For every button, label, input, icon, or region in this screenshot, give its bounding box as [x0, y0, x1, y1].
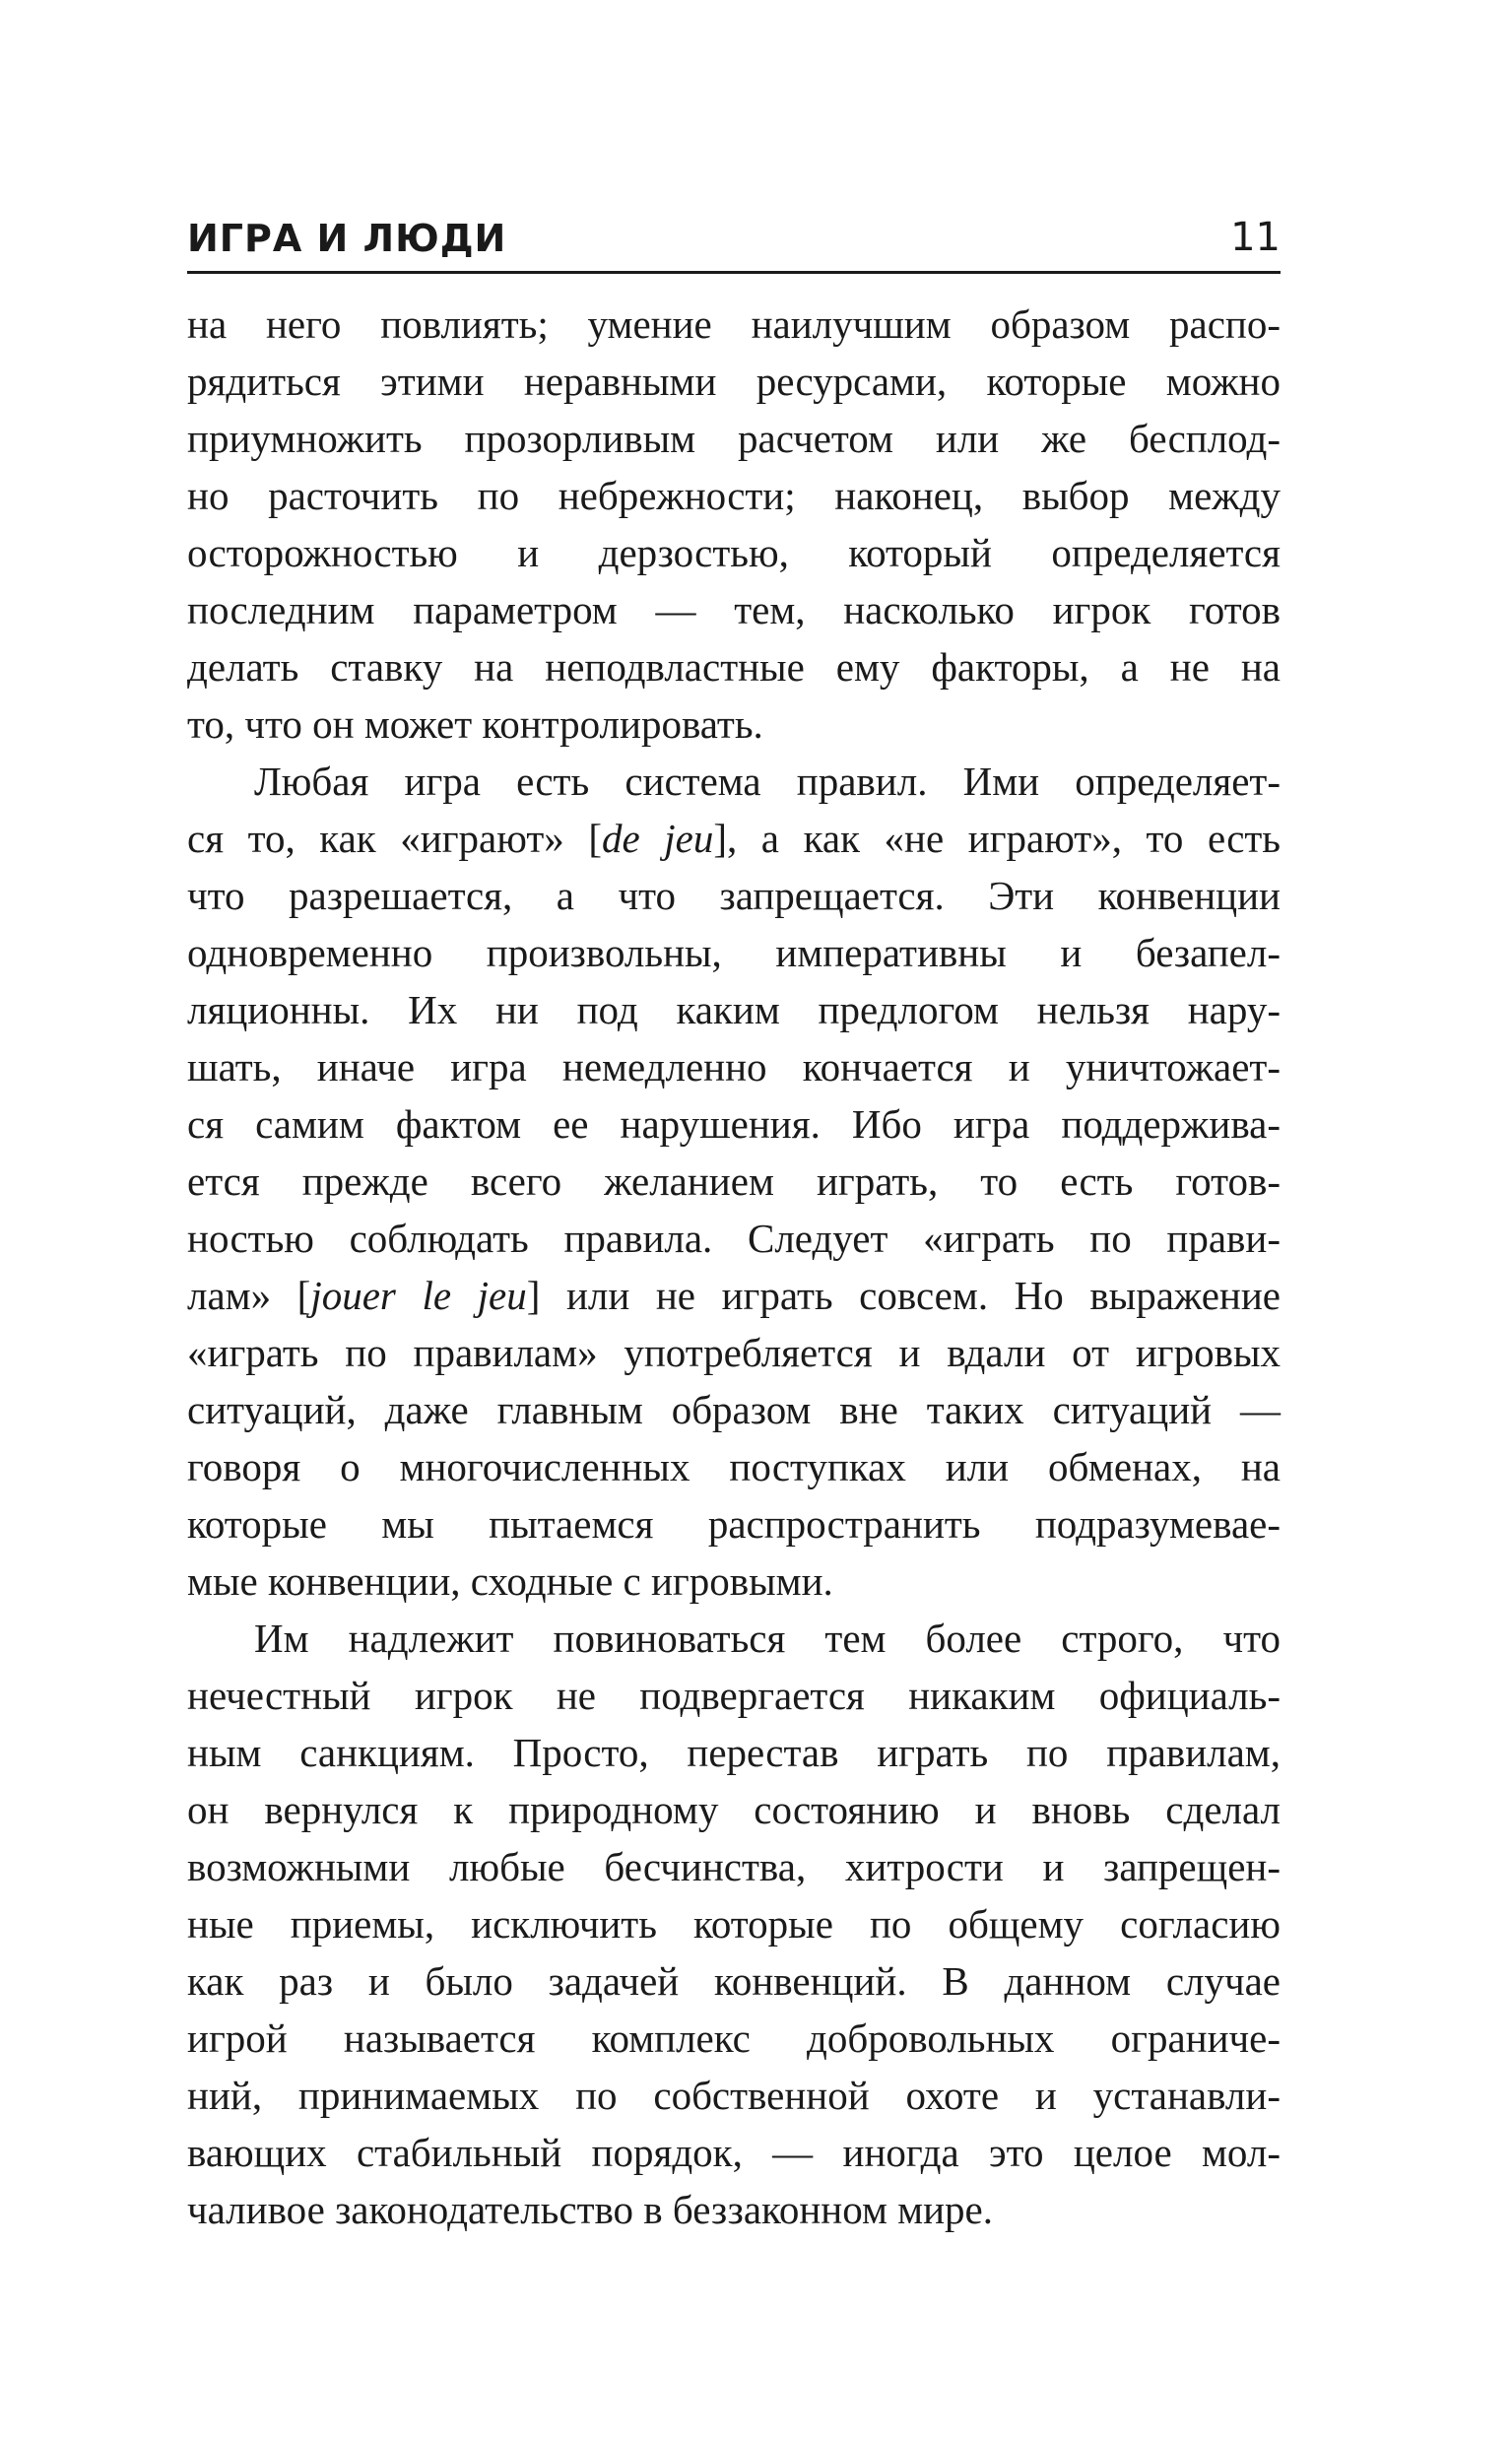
text-line: то, что он может контролировать.: [187, 701, 763, 747]
text-line: одновременно произвольны, императивны и безапел-: [187, 930, 1281, 975]
text-line: приумножить прозорливым расчетом или же бесплод-: [187, 416, 1281, 461]
text-line: он вернулся к природному состоянию и вновь сделал: [187, 1787, 1281, 1832]
running-title: ИГРА И ЛЮДИ: [187, 217, 507, 260]
text-line: ностью соблюдать правила. Следует «играть по прави-: [187, 1216, 1281, 1261]
page-number: 11: [1230, 215, 1281, 260]
text-line: возможными любые бесчинства, хитрости и запрещен-: [187, 1844, 1281, 1889]
paragraph-2: [187, 753, 1281, 1610]
text-line: но расточить по небрежности; наконец, выбор между: [187, 473, 1281, 518]
text-line: ные приемы, исключить которые по общему согласию: [187, 1901, 1281, 1947]
text-line: чаливое законодательство в беззаконном мире.: [187, 2187, 993, 2232]
text-line: мые конвенции, сходные с игровыми.: [187, 1558, 833, 1604]
text-line: которые мы пытаемся распространить подразумевае-: [187, 1501, 1281, 1547]
text-line: «играть по правилам» употребляется и вдали от игровых: [187, 1330, 1281, 1375]
text-line: рядиться этими неравными ресурсами, которые можно: [187, 359, 1281, 404]
text-line: ляционны. Их ни под каким предлогом нельзя нару-: [187, 987, 1281, 1032]
running-head: [187, 202, 1281, 274]
text-line: ситуаций, даже главным образом вне таких ситуаций —: [187, 1387, 1281, 1432]
text-line: ся самим фактом ее нарушения. Ибо игра поддержива-: [187, 1101, 1281, 1147]
text-line: нечестный игрок не подвергается никаким официаль-: [187, 1673, 1281, 1718]
paragraph-1: [187, 296, 1281, 753]
foreign-term: de jeu: [601, 816, 714, 861]
text-line: как раз и было задачей конвенций. В данном случае: [187, 1958, 1281, 2004]
text-line: ний, принимаемых по собственной охоте и устанавли-: [187, 2073, 1281, 2118]
text-line: ным санкциям. Просто, перестав играть по правилам,: [187, 1730, 1281, 1775]
text-line: ся то, как «играют» [de jeu], а как «не играют», то есть: [187, 816, 1282, 861]
text-line: Любая игра есть система правил. Ими определяет-: [254, 759, 1281, 804]
text-line: шать, иначе игра немедленно кончается и уничтожает-: [187, 1044, 1281, 1089]
text-line: последним параметром — тем, насколько игрок готов: [187, 587, 1281, 632]
foreign-term: jouer le jeu: [310, 1273, 527, 1318]
text-line: делать ставку на неподвластные ему факторы, а не на: [187, 644, 1281, 690]
paragraph-3: [187, 1610, 1281, 2238]
text-line: игрой называется комплекс добровольных ограниче-: [187, 2015, 1281, 2061]
body-text: [187, 296, 1281, 2238]
text-line: что разрешается, а что запрещается. Эти конвенции: [187, 873, 1281, 918]
text-line: осторожностью и дерзостью, который определяется: [187, 530, 1281, 575]
text-line: Им надлежит повиноваться тем более строго, что: [254, 1616, 1281, 1661]
text-line: лам» [jouer le jeu] или не играть совсем. Но выражение: [187, 1273, 1281, 1318]
text-line: на него повлиять; умение наилучшим образом распо-: [187, 301, 1281, 347]
text-line: вающих стабильный порядок, — иногда это целое мол-: [187, 2130, 1281, 2175]
text-line: ется прежде всего желанием играть, то есть готов-: [187, 1158, 1281, 1204]
text-line: говоря о многочисленных поступках или обменах, на: [187, 1444, 1281, 1489]
